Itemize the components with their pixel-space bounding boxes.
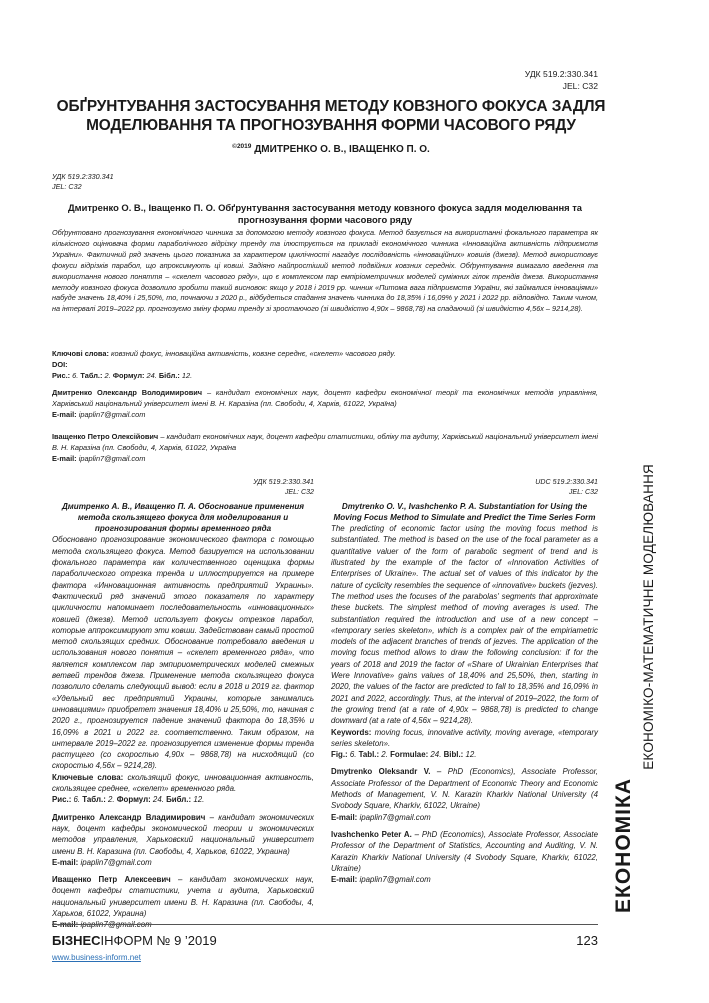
ua-author-1-email[interactable]: ipaplin7@gmail.com	[76, 409, 146, 419]
en-author-2-email[interactable]: ipaplin7@gmail.com	[357, 875, 431, 885]
ua-author-1-text: – кандидат економічних наук, доцент кафедри економічної теорії та економічних методів управління, Харківський національний університет імені В. Н. Каразіна (пл. Свободи, 4, Харків, 61022, Україна)	[52, 388, 598, 408]
ua-stat-label: Табл.:	[80, 371, 103, 380]
header-jel-code: JEL: C32	[562, 81, 598, 91]
ua-keywords-label: Ключові слова:	[52, 349, 109, 358]
ua-doi-label: DOI:	[52, 360, 68, 369]
ru-author-2	[52, 874, 314, 930]
en-keywords-text: moving focus, innovative activity, moving average, «temporary series skeleton».	[331, 727, 598, 748]
page-number: 123	[576, 933, 598, 948]
ru-stat-value: 24.	[150, 795, 167, 805]
ua-stat-value: 24.	[144, 371, 159, 380]
sidebar-subsection: ЕКОНОМІКО-МАТЕМАТИЧНЕ МОДЕЛЮВАННЯ	[641, 464, 656, 770]
author-names: ДМИТРЕНКО О. В., ІВАЩЕНКО П. О.	[254, 144, 430, 155]
ua-doi	[52, 360, 598, 371]
header-udc-code: УДК 519.2:330.341	[524, 69, 598, 79]
ru-stat-label: Формул:	[116, 795, 151, 805]
journal-name	[52, 933, 217, 948]
ru-stat-label: Рис.:	[52, 795, 72, 805]
ua-author-1-email-label: E-mail:	[52, 409, 77, 419]
ru-author-1	[52, 812, 314, 868]
en-stat-label: Tabl.:	[358, 750, 380, 760]
ru-udc	[52, 478, 314, 498]
ru-udc-code: УДК 519.2:330.341	[253, 478, 314, 486]
ru-stat-value: 12.	[191, 795, 205, 805]
ua-abstract: Обґрунтовано прогнозування економічного чинника за допомогою методу ковзного фокуса. Метод базується на використанні фокального параметра як кількісного оцінювача форми параболічного відрізку тренду та ілюструється на прикладі економічного чинника «Інноваційна активність підприємств України». Фактичний ряд значень цього показника за характером циклічності нагадує послідовність «інноваційних» ковшів (джезв). Метод використовує фокуси відрізків парабол, що апроксимують ці ковші. Задіяно найпростіший метод подвійних ковзних середніх. Обґрунтування вимагало введення та використання нового поняття – «скелет часового ряду», що є комплексом пар емпіріометричних моделей суміжних гілок трендів джезв. Використання методу ковзного фокуса дозволило зробити такий висновок: якщо у 2018 і 2019 рр. чинник «Питома вага підприємств України, які займалися інноваціями» набуде значень 18,40% і 25,50%, то, почнаючи з 2020 р., відбудеться спадання значень чинника до 18,35% і 16,09% у 2021 і 2022 рр. відповідно. Таким чином, на інтервалі 2019–2022 рр. прогнозуємо зміну форми тренду зі зростаючого (зі швидкістю 4,90х – 9868,78) на спадаючий (зі швидкістю 4,56х – 9214,28).	[52, 228, 598, 314]
ru-keywords-label: Ключевые слова:	[52, 772, 124, 782]
ru-column	[52, 478, 314, 931]
ru-jel-code: JEL: C32	[284, 487, 314, 496]
ru-keywords	[52, 772, 314, 795]
en-keywords	[331, 727, 598, 750]
en-stat-value: 12.	[463, 750, 477, 760]
ua-stat-value: 12.	[179, 371, 193, 380]
ua-author-2-email[interactable]: ipaplin7@gmail.com	[76, 453, 146, 463]
ua-stat-label: Бібл.:	[158, 371, 180, 380]
en-author-1-text: – PhD (Economics), Associate Professor, Associate Professor of the Department of Economic Theory and Economic Methods of Management, V. N. Karazin Kharkiv National University (4 Svobody Square, Kharkiv, 61022, Ukraine)	[331, 767, 598, 811]
ua-author-2-name: Іващенко Петро Олексійович	[52, 432, 159, 441]
en-stat-label: Bibl.:	[443, 750, 464, 760]
en-udc	[331, 478, 598, 498]
ru-author-1-text: – кандидат экономических наук, доцент кафедры экономической теории и экономических методов управления, Харьковский национальный университет имени В. Н. Каразина (пл. Свободы, 4, Харьков, 61022, Украина)	[52, 812, 314, 856]
en-keywords-label: Keywords:	[331, 727, 372, 737]
ua-keywords	[52, 349, 598, 360]
ru-author-2-email[interactable]: ipaplin7@gmail.com	[78, 920, 152, 930]
ua-author-1-name: Дмитренко Олександр Володимирович	[52, 388, 203, 397]
en-stat-label: Formulae:	[390, 750, 429, 760]
ru-author-2-email-label: E-mail:	[52, 920, 79, 930]
en-reference-title: Dmytrenko O. V., Ivashchenko P. A. Substantiation for Using the Moving Focus Method to Simulate and Predict the Time Series Form	[333, 501, 596, 522]
en-author-1-email-label: E-mail:	[331, 812, 358, 822]
en-author-2-name: Ivashchenko Peter A.	[331, 829, 412, 839]
ua-reference-title: Дмитренко О. В., Іващенко П. О. Обґрунтування застосування методу ковзного фокуса задля моделювання та прогнозування форми часового ряду	[67, 202, 583, 225]
en-stat-value: 2.	[379, 750, 391, 760]
ua-keywords-text: ковзний фокус, інноваційна активність, ковзне середнє, «скелет» часового ряду.	[108, 349, 396, 358]
en-column	[331, 478, 598, 885]
ua-author-2	[52, 432, 598, 464]
ru-stats	[52, 794, 314, 805]
ua-stats	[52, 371, 598, 382]
ru-keywords-text: скользящий фокус, инновационная активность, скользящее среднее, «скелет» временного ряда.	[52, 772, 314, 794]
copyright: ©2019	[232, 143, 252, 150]
ua-udc-code: УДК 519.2:330.341	[52, 172, 114, 181]
ru-stat-value: 2.	[105, 795, 117, 805]
en-stat-label: Fig.:	[331, 750, 348, 760]
en-author-2-email-label: E-mail:	[331, 875, 358, 885]
ru-abstract: Обосновано прогнозирование экономического фактора с помощью метода скользящего фокуса. Метод базируется на использовании фокального параметра как количественного оценщика формы параболического отрезка тренда и иллюстрируется на примере фактора «Инновационная активность предприятий Украины». Фактический ряд значений этого показателя по характеру цикличности напоминает последовательность «инновационных» ковшей (джезв). Метод использует фокусы отрезков парабол, которые аппроксимируют эти ковши. Задействован самый простой метод скользящих средних. Обоснование потребовало введения и использования нового понятия – «скелет временного ряда», что является комплексом пар эмпириометрических моделей смежных ветвей трендов джезв. Применение метода скользящего фокуса позволило сделать следующий вывод: если в 2018 и 2019 гг. фактор «Удельный вес предприятий Украины, которые занимались инновациями» приобретет значения 18,40% и 25,50%, то, начиная с 2020 г., прогнозируется падение значений фактора до 18,35% и 16,09% в 2021 и 2022 гг. соответственно. Таким образом, на интервале 2019–2022 гг. прогнозируется изменение формы тренда растущего (со скоростью 4,90х – 9868,78) на нисходящий (со скоростью 4,56х – 9214,28).	[52, 535, 314, 771]
article-title: ОБҐРУНТУВАННЯ ЗАСТОСУВАННЯ МЕТОДУ КОВЗНОГО ФОКУСА ЗАДЛЯ МОДЕЛЮВАННЯ ТА ПРОГНОЗУВАННЯ ФОРМИ ЧАСОВОГО РЯДУ	[56, 98, 606, 134]
journal-website-link[interactable]: www.business-inform.net	[52, 953, 141, 962]
en-stats	[331, 749, 598, 760]
ua-stat-label: Рис.:	[52, 371, 71, 380]
ua-jel-code: JEL: C32	[52, 182, 82, 191]
en-author-1-name: Dmytrenko Oleksandr V.	[331, 767, 431, 777]
en-author-2-text: – PhD (Economics), Associate Professor, Associate Professor of the Department of Statistics, Accounting and Auditing, V. N. Karazin Kharkiv National University (4 Svobody Square, Kharkiv, 61022, Ukraine)	[331, 829, 598, 873]
header-udc	[525, 68, 598, 92]
footer-divider	[52, 924, 598, 925]
ru-reference-title: Дмитренко А. В., Иващенко П. А. Обоснование применения метода скользящего фокуса для моделирования и прогнозирования формы временного ряда	[61, 501, 305, 534]
journal-name-rest: ІНФОРМ № 9 ’2019	[100, 933, 217, 948]
sidebar-section: ЕКОНОМІКА	[612, 778, 635, 913]
ua-stat-value: 6.	[70, 371, 81, 380]
en-abstract: The predicting of economic factor using the moving focus method is substantiated. The method is based on the use of the focal parameter as a quantitative valuer of the form of parabolic segment of trend and is illustrated by the example of the factor of «Innovation Activities of Enterprises of Ukraine». The actual set of values of this indicator by the nature of cyclicity resembles the sequence of «innovative» buckets (jezves). The method uses the focuses of the parabolas' segments that approximate these buckets. The simplest method of moving averages is used. The substantiation required the introduction and use of a new concept – «temporary series skeleton», which is a complex pair of the empiriametric models of the adjacent branches of trends of jezves. The application of the moving focus method allows to draw the following conclusion: if for the years of 2018 and 2019 the factor of «Share of Ukrainian Enterprises that Were Innovative» gains values of 18,40% and 25,50%, then, starting in 2020, the values of the factor are predicted to fall to 18,35% and 16,09% in 2021 and 2022, accordingly. Thus, at the interval of 2019–2022, the form of the growing trend (at a rate of 4,90x – 9868,78) is predicted to change downward (at a rate of 4,56x – 9214,28).	[331, 524, 598, 726]
ru-author-2-name: Иващенко Петр Алексеевич	[52, 875, 171, 885]
ru-stat-label: Табл.:	[82, 795, 106, 805]
en-author-1	[331, 766, 598, 822]
ua-author-1	[52, 388, 598, 420]
en-jel-code: JEL: C32	[568, 487, 598, 496]
en-author-2	[331, 829, 598, 885]
ru-author-2-text: – кандидат экономических наук, доцент кафедры статистики, учета и аудита, Харьковский национальный университет имени В. Н. Каразина (пл. Свободы, 4, Харьков, 61022, Украина)	[52, 875, 314, 918]
ru-author-1-name: Дмитренко Александр Владимирович	[52, 812, 206, 822]
en-stat-value: 6.	[347, 750, 359, 760]
ru-stat-value: 6.	[71, 795, 83, 805]
article-authors	[40, 143, 622, 155]
ru-stat-label: Библ.:	[166, 795, 192, 805]
ua-stat-label: Формул:	[112, 371, 145, 380]
ua-author-2-text: – кандидат економічних наук, доцент кафедри статистики, обліку та аудиту, Харківський національний університет імені В. Н. Каразіна (пл. Свободи, 4, Харків, 61022, Україна	[52, 432, 598, 452]
en-stat-value: 24.	[428, 750, 444, 760]
ua-stat-value: 2.	[102, 371, 113, 380]
ua-author-2-email-label: E-mail:	[52, 453, 77, 463]
ru-author-1-email[interactable]: ipaplin7@gmail.com	[78, 857, 152, 867]
journal-name-bold: БІЗНЕС	[52, 933, 101, 948]
en-udc-code: UDC 519.2:330.341	[535, 478, 598, 486]
ru-author-1-email-label: E-mail:	[52, 857, 79, 867]
en-author-1-email[interactable]: ipaplin7@gmail.com	[357, 812, 431, 822]
ua-udc	[52, 172, 114, 192]
